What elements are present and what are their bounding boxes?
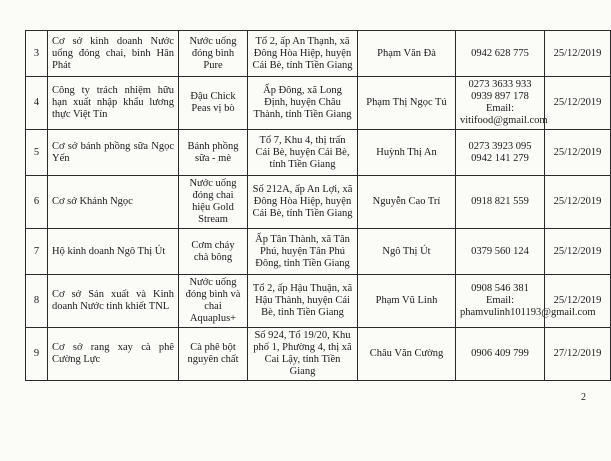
contact-cell <box>456 77 548 130</box>
establishment-name-cell: Cơ sở Sản xuất và Kinh doanh Nước tinh khiết TNL <box>48 275 179 328</box>
representative-cell: Phạm Văn Đà <box>358 31 456 77</box>
contact-line: 0942 141 279 <box>471 152 529 164</box>
contact-line: 0908 546 381 <box>471 283 529 294</box>
address-cell: Số 212A, ấp An Lợi, xã Đông Hòa Hiệp, huyện Cái Bè, tỉnh Tiền Giang <box>248 176 358 229</box>
address-cell: Tổ 2, ấp An Thạnh, xã Đông Hòa Hiệp, huyện Cái Bè, tỉnh Tiền Giang <box>248 31 358 77</box>
date-cell: 25/12/2019 <box>545 229 611 275</box>
table-row <box>26 31 611 77</box>
representative-cell: Phạm Vũ Linh <box>358 275 456 328</box>
contact-line: vitifood@gmail.com <box>460 115 548 126</box>
representative-cell: Nguyễn Cao Trí <box>358 176 456 229</box>
contact-line: 0939 897 178 <box>471 91 529 102</box>
date-cell: 25/12/2019 <box>545 130 611 176</box>
product-name-cell: Nước uống đóng chai hiệu Gold Stream <box>179 176 248 229</box>
address-cell: Ấp Tân Thành, xã Tân Phú, huyện Tân Phú Đông, tỉnh Tiền Giang <box>248 229 358 275</box>
establishment-name-cell: Cơ sở bánh phồng sữa Ngọc Yến <box>48 130 179 176</box>
table-row <box>26 328 611 381</box>
row-number-cell: 5 <box>26 130 48 176</box>
representative-cell: Phạm Thị Ngọc Tú <box>358 77 456 130</box>
contact-cell <box>456 328 545 381</box>
contact-line: 0273 3633 933 <box>468 79 532 90</box>
contact-cell <box>456 31 545 77</box>
registry-table <box>25 30 611 381</box>
representative-cell: Châu Văn Cường <box>358 328 456 381</box>
product-name-cell: Cơm cháy chà bông <box>179 229 248 275</box>
establishment-name-cell: Công ty trách nhiệm hữu hạn xuất nhập khẩu lương thực Việt Tín <box>48 77 179 130</box>
contact-line: 0918 821 559 <box>471 196 529 207</box>
contact-cell <box>456 176 545 229</box>
page-number: 2 <box>581 392 586 403</box>
representative-cell: Ngô Thị Út <box>358 229 456 275</box>
contact-cell <box>456 130 545 176</box>
date-cell: 25/12/2019 <box>545 275 611 328</box>
address-cell: Tổ 2, ấp Hậu Thuận, xã Hậu Thành, huyện Cái Bè, tỉnh Tiền Giang <box>248 275 358 328</box>
row-number-cell: 3 <box>26 31 48 77</box>
product-name-cell: Đậu Chick Peas vị bò <box>179 77 248 130</box>
contact-cell <box>456 229 545 275</box>
date-cell: 25/12/2019 <box>545 31 611 77</box>
address-cell: Số 924, Tổ 19/20, Khu phố 1, Phường 4, thị xã Cai Lậy, tỉnh Tiền Giang <box>248 328 358 381</box>
address-cell: Tổ 7, Khu 4, thị trấn Cái Bè, huyện Cái Bè, tỉnh Tiền Giang <box>248 130 358 176</box>
contact-line: Email: <box>486 103 514 114</box>
date-cell: 25/12/2019 <box>545 176 611 229</box>
contact-line: 0273 3923 095 <box>468 140 532 152</box>
contact-line: 0906 409 799 <box>471 348 529 359</box>
row-number-cell: 9 <box>26 328 48 381</box>
establishment-name-cell: Cơ sở Khánh Ngọc <box>48 176 179 229</box>
contact-line: Email: <box>486 295 514 306</box>
contact-line: 0942 628 775 <box>471 47 529 59</box>
establishment-name-cell: Hộ kinh doanh Ngô Thị Út <box>48 229 179 275</box>
establishment-name-cell: Cơ sở kinh doanh Nước uống đóng chai, bình Hân Phát <box>48 31 179 77</box>
address-cell: Ấp Đông, xã Long Định, huyện Châu Thành, tỉnh Tiền Giang <box>248 77 358 130</box>
row-number-cell: 8 <box>26 275 48 328</box>
contact-line: 0379 560 124 <box>471 245 529 257</box>
product-name-cell: Nước uống đóng bình Pure <box>179 31 248 77</box>
product-name-cell: Bánh phồng sữa - mè <box>179 130 248 176</box>
row-number-cell: 7 <box>26 229 48 275</box>
product-name-cell: Cà phê bột nguyên chất <box>179 328 248 381</box>
table-row <box>26 176 611 229</box>
table-row <box>26 229 611 275</box>
row-number-cell: 4 <box>26 77 48 130</box>
representative-cell: Huỳnh Thị An <box>358 130 456 176</box>
row-number-cell: 6 <box>26 176 48 229</box>
establishment-name-cell: Cơ sở rang xay cà phê Cường Lực <box>48 328 179 381</box>
date-cell: 27/12/2019 <box>545 328 611 381</box>
table-row <box>26 275 611 328</box>
table-row <box>26 130 611 176</box>
table-row <box>26 77 611 130</box>
product-name-cell: Nước uống đóng bình và chai Aquaplus+ <box>179 275 248 328</box>
contact-line: phamvulinh101193@gmail.com <box>460 307 596 318</box>
table-body <box>26 31 611 381</box>
date-cell: 25/12/2019 <box>545 77 611 130</box>
